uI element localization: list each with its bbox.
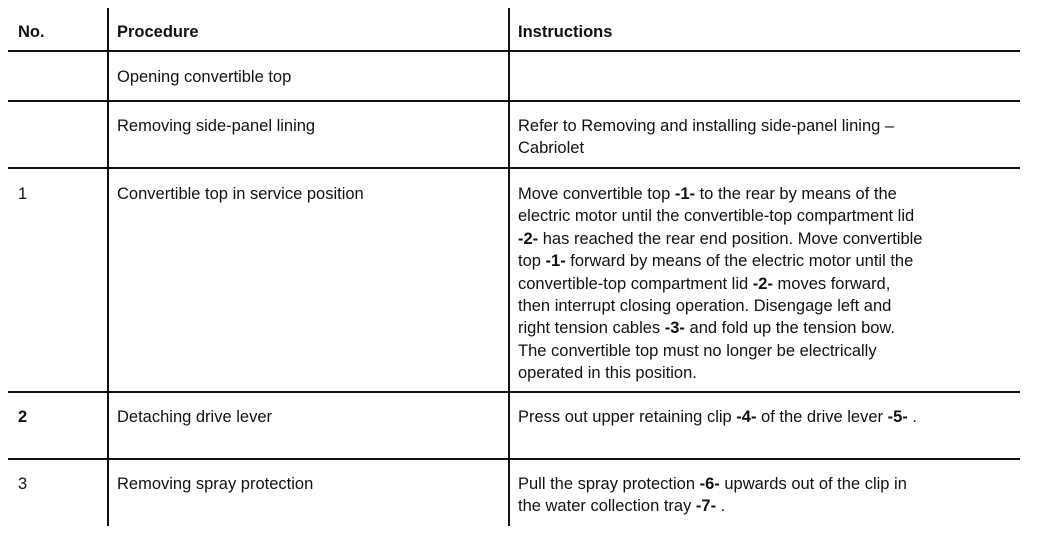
item-reference: -4-	[736, 408, 757, 426]
instruction-line: the water collection tray -7- .	[518, 497, 726, 516]
item-reference: -1-	[545, 252, 566, 271]
item-reference: -1-	[674, 185, 696, 203]
procedure-cell: Removing side-panel lining	[117, 117, 316, 135]
instructions-cell	[518, 406, 1018, 428]
procedure-cell: Convertible top in service position	[117, 185, 364, 203]
procedure-cell: Detaching drive lever	[117, 408, 272, 426]
table-row	[8, 52, 1020, 102]
instructions-cell	[518, 115, 1018, 160]
item-reference: -3-	[664, 319, 685, 338]
instruction-line: Pull the spray protection -6- upwards out of the clip in	[518, 475, 907, 493]
instruction-line: Refer to Removing and installing side-panel lining –	[518, 117, 895, 135]
procedure-cell: Opening convertible top	[117, 68, 292, 86]
instruction-line: then interrupt closing operation. Disengage left and	[518, 297, 892, 316]
instruction-line: operated in this position.	[518, 364, 697, 383]
instruction-line: Cabriolet	[518, 139, 585, 158]
instructions-cell	[518, 473, 1018, 518]
instruction-line: electric motor until the convertible-top compartment lid	[518, 207, 915, 226]
item-reference: -6-	[699, 475, 720, 493]
header-procedure: Procedure	[117, 23, 199, 41]
table-row	[8, 102, 1020, 169]
item-reference: -2-	[752, 274, 773, 293]
instruction-line: The convertible top must no longer be electrically	[518, 341, 877, 360]
procedure-cell: Removing spray protection	[117, 475, 314, 493]
row-number: 1	[18, 185, 28, 203]
instruction-line: top -1- forward by means of the electric motor until the	[518, 252, 914, 271]
header-instructions: Instructions	[518, 23, 613, 41]
row-number: 3	[18, 475, 28, 493]
item-reference: -2-	[518, 229, 539, 248]
instruction-line: -2- has reached the rear end position. Move convertible	[518, 229, 923, 248]
item-reference: -5-	[887, 408, 908, 426]
header-no: No.	[18, 23, 45, 41]
item-reference: -7-	[695, 497, 717, 516]
header-row	[8, 8, 1020, 52]
instruction-line: Move convertible top -1- to the rear by means of the	[518, 185, 897, 203]
instruction-line: right tension cables -3- and fold up the tension bow.	[518, 319, 896, 338]
table-row	[8, 393, 1020, 460]
row-number: 2	[18, 408, 28, 426]
table-row	[8, 169, 1020, 393]
table-row	[8, 460, 1020, 526]
instructions-cell	[518, 183, 1018, 385]
instruction-line: convertible-top compartment lid -2- moves forward,	[518, 274, 891, 293]
instruction-line: Press out upper retaining clip -4- of the drive lever -5- .	[518, 408, 917, 426]
